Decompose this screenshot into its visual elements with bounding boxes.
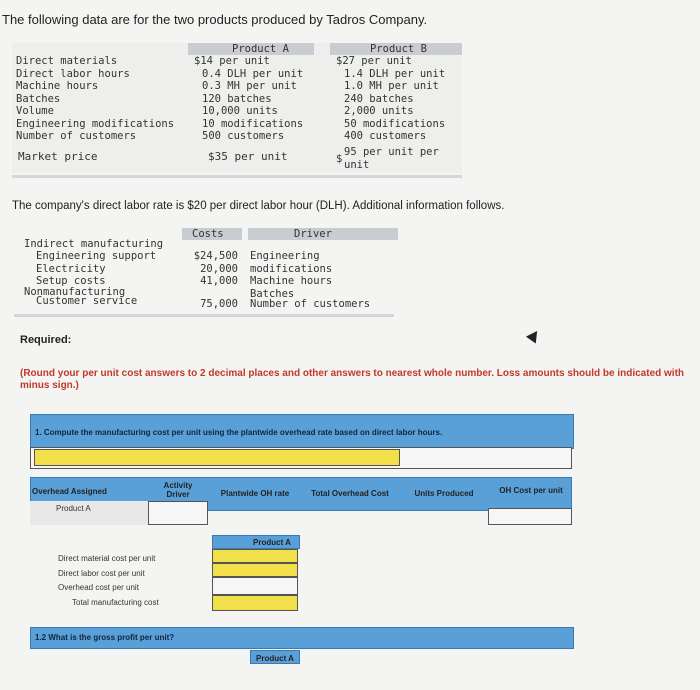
q2-banner (30, 627, 574, 649)
required-label: Required: (20, 334, 72, 346)
overhead-assigned-header: Overhead Assigned (32, 487, 107, 496)
cost-values (182, 250, 238, 288)
direct-material-input[interactable] (212, 549, 298, 563)
product-b-values (336, 55, 445, 143)
overhead-cost-label: Overhead cost per unit (58, 583, 139, 592)
label-electricity: Electricity (36, 262, 106, 275)
overhead-cost-input[interactable] (212, 577, 298, 595)
cost-table-bottom-line (14, 314, 394, 317)
total-cost-label: Total manufacturing cost (72, 597, 159, 607)
label-volume: Volume (16, 105, 54, 117)
driver-values (250, 250, 394, 300)
b-machine-hours: 1.0 MH per unit (344, 80, 439, 92)
q1-banner (30, 414, 574, 449)
plantwide-rate-header: Plantwide OH rate (220, 489, 290, 498)
total-overhead-header: Total Overhead Cost (311, 489, 389, 498)
cost-product-a-header: Product A (253, 538, 291, 547)
a-direct-labor-hours: 0.4 DLH per unit (202, 67, 304, 80)
b-direct-materials: $27 per unit (336, 55, 412, 67)
activity-driver-header: Activity Driver (163, 481, 193, 499)
b-market-price-line1: 95 per unit per (344, 146, 439, 158)
b-customers: 400 customers (344, 130, 427, 142)
indirect-label: Indirect manufacturing (24, 238, 164, 250)
label-customer-service: Customer service (36, 295, 138, 307)
q1-row-label: Product A (56, 504, 91, 513)
row-labels (16, 55, 174, 143)
mouse-cursor-icon (526, 328, 542, 344)
a-customers: 500 customers (202, 130, 285, 142)
a-machine-hours: 0.3 MH per unit (202, 80, 297, 92)
driver-setup: Batches (250, 287, 295, 300)
oh-cost-per-unit-input[interactable] (488, 508, 572, 525)
rounding-instructions: (Round your per unit cost answers to 2 decimal places and other answers to nearest whole number. Loss amounts should be indicated with minus sign.) (20, 368, 685, 391)
a-batches: 120 batches (202, 92, 272, 105)
label-direct-labor-hours: Direct labor hours (16, 67, 130, 80)
a-market-price: $35 per unit (208, 150, 288, 163)
label-engineering-mods: Engineering modifications (16, 117, 175, 130)
products-table (12, 43, 462, 173)
cost-engineering: $24,500 (193, 250, 238, 262)
driver-header: Driver (294, 228, 332, 240)
driver-engineering: Engineering modifications (250, 250, 333, 275)
q1-prompt: 1. Compute the manufacturing cost per unit using the plantwide overhead rate based on direct labor hours. (35, 428, 443, 437)
page-title: The following data are for the two products produced by Tadros Company. (2, 12, 428, 27)
label-setup-costs: Setup costs (36, 275, 106, 287)
b-market-price-dollar: $ (336, 153, 343, 165)
cost-customer-service: 75,000 (200, 298, 238, 310)
b-market-price-line2: unit (344, 158, 370, 171)
b-batches: 240 batches (344, 92, 414, 105)
label-market-price: Market price (18, 150, 98, 163)
b-market-price (344, 146, 439, 171)
label-customers: Number of customers (16, 130, 137, 142)
direct-labor-cost-label: Direct labor cost per unit (58, 568, 145, 578)
q2-prompt: 1.2 What is the gross profit per unit? (35, 633, 175, 642)
product-a-values (194, 55, 303, 143)
units-produced-header: Units Produced (414, 489, 474, 498)
driver-electricity: Machine hours (250, 275, 333, 287)
cost-row-labels-list (58, 552, 159, 610)
total-cost-input[interactable] (212, 595, 298, 611)
info-text: The company's direct labor rate is $20 per direct labor hour (DLH). Additional information follows. (12, 200, 505, 212)
b-direct-labor-hours: 1.4 DLH per unit (344, 67, 446, 80)
cost-row-labels (36, 250, 156, 288)
b-volume: 2,000 units (344, 105, 414, 117)
a-direct-materials: $14 per unit (194, 55, 270, 67)
a-volume: 10,000 units (202, 105, 278, 117)
label-batches: Batches (16, 92, 61, 105)
a-engineering-mods: 10 modifications (202, 117, 304, 130)
q2-product-a-header: Product A (256, 654, 294, 663)
direct-labor-input[interactable] (212, 563, 298, 577)
costs-header: Costs (192, 228, 224, 240)
table-bottom-line (12, 175, 462, 178)
cost-table (14, 226, 394, 316)
label-direct-materials: Direct materials (16, 55, 118, 67)
b-engineering-mods: 50 modifications (344, 117, 446, 130)
nonmanufacturing-label: Nonmanufacturing (24, 286, 126, 298)
oh-cost-per-unit-header: OH Cost per unit (499, 486, 563, 495)
label-machine-hours: Machine hours (16, 80, 99, 92)
direct-material-cost-label: Direct material cost per unit (58, 554, 156, 563)
product-b-header: Product B (370, 43, 427, 55)
q1-answer-input[interactable] (34, 449, 400, 466)
driver-customer-service: Number of customers (250, 298, 371, 310)
activity-driver-input[interactable] (148, 501, 208, 525)
label-engineering-support: Engineering support (36, 250, 157, 262)
cost-setup: 41,000 (200, 275, 238, 287)
product-a-header: Product A (232, 43, 289, 55)
cost-electricity: 20,000 (200, 262, 238, 275)
